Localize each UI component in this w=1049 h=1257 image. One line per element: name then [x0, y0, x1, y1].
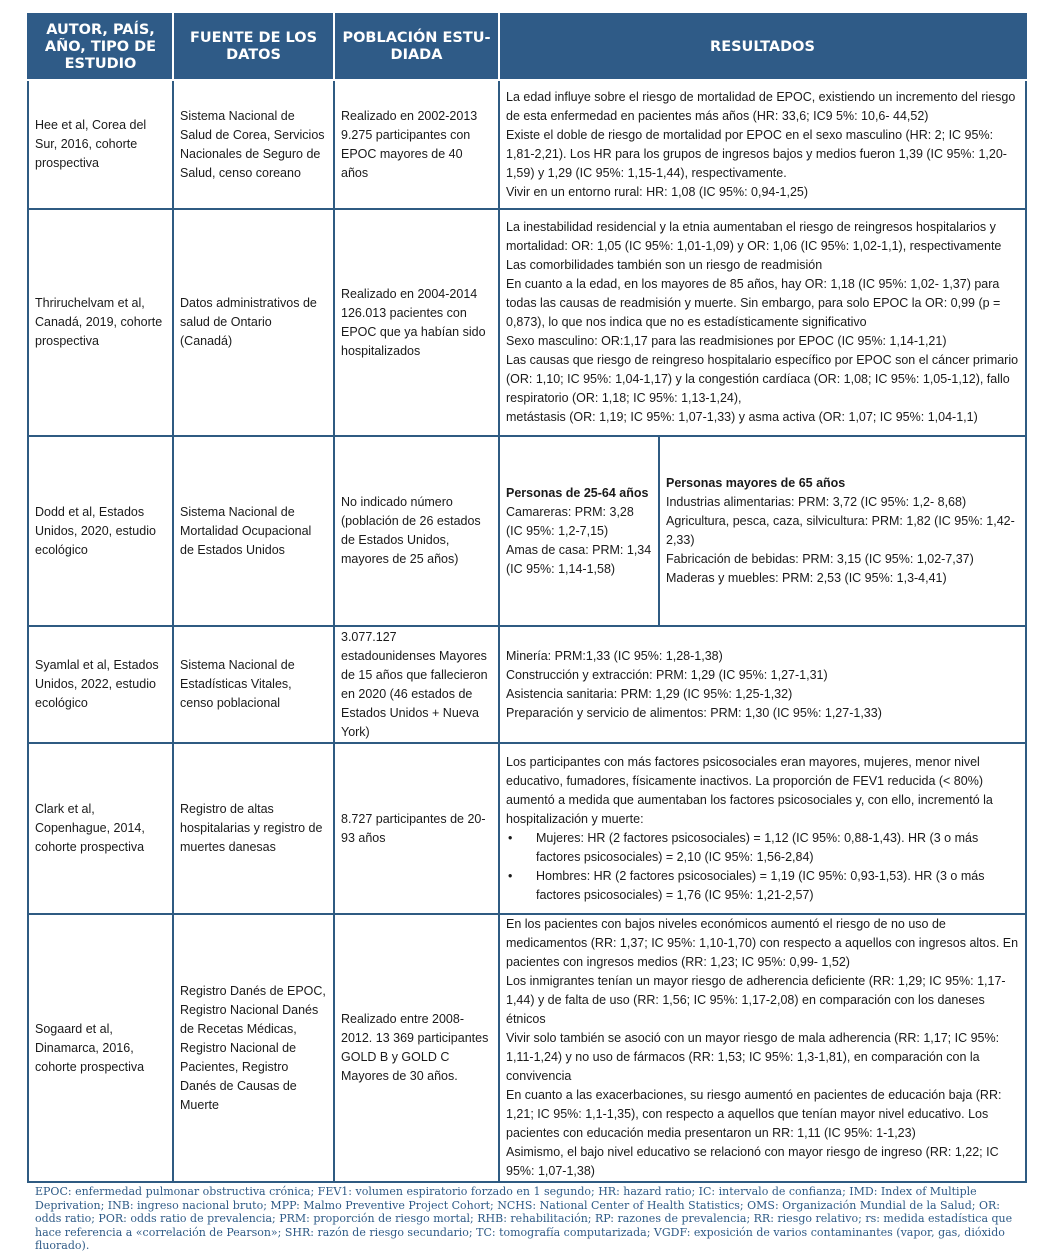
cell-resultados [499, 209, 1026, 436]
cell-fuente: Registro de altas hospitalarias y registro de muertes danesas [173, 743, 334, 914]
result-paragraph: Vivir solo también se asoció con un mayor riesgo de mala adherencia (RR: 1,17; IC 95%: 1,11-1,24) y no uso de fármacos (RR: 1,53; IC 95%: 1,3-1,81), en comparación con la convivencia [506, 1031, 1000, 1083]
cell-fuente: Registro Danés de EPOC, Registro Nacional Danés de Recetas Médicas, Registro Nacional de Pacientes, Registro Danés de Causas de Muerte [173, 914, 334, 1182]
table-footnote: EPOC: enfermedad pulmonar obstructiva crónica; FEV1: volumen espiratorio forzado en 1 segundo; HR: hazard ratio; IC: intervalo de confianza; IMD: Index of Multiple Deprivation; INB: ingreso nacional bruto; MPP: Malmo Preventive Project Cohort; NCHS: National Center of Health Statistics; OMS: Organización Mundial de la Salud; OR: odds ratio; POR: odds ratio de prevalencia; PRM: proporción de riesgo mortal; RHB: rehabilitación; RP: razones de prevalencia; RR: riesgo relativo; rs: medida estadística que hace referencia a «correlación de Pearson»; SHR: razón de riesgo secundario; TC: tomografía computarizada; VGDF: exposición de varios contaminantes (vapor, gas, dióxido fluorado). [35, 1185, 1013, 1252]
cell-autor: Syamlal et al, Estados Unidos, 2022, estudio ecológico [28, 626, 173, 743]
results-table [27, 13, 1027, 1183]
cell-autor: Dodd et al, Estados Unidos, 2020, estudio ecológico [28, 436, 173, 626]
result-paragraph: Asimismo, el bajo nivel educativo se relacionó con mayor riesgo de ingreso (RR: 1,22; IC 95%: 1,07-1,38) [506, 1145, 999, 1178]
subgroup-65-plus [660, 437, 1025, 625]
table-row [28, 209, 1026, 436]
table-row [28, 743, 1026, 914]
cell-resultados [499, 743, 1026, 914]
result-paragraph: En cuanto a las exacerbaciones, su riesgo aumentó en pacientes de educación baja (RR: 1,21; IC 95%: 1,1-1,35), con respecto a aquellos que tenían mayor nivel educativo. Los pacientes con educación media presentaron un RR: 1,11 (IC 95%: 1-1,23) [506, 1088, 1002, 1140]
header-row [28, 14, 1026, 80]
cell-resultados [499, 80, 1026, 209]
result-paragraph: Las causas que riesgo de reingreso hospitalario específico por EPOC son el cáncer primario (OR: 1,10; IC 95%: 1,04-1,17) y la congestión cardíaca (OR: 1,08; IC 95%: 1,05-1,12), fallo respiratorio (OR: 1,18; IC 95%: 1,13-1,24), [506, 353, 1019, 405]
result-paragraph: Vivir en un entorno rural: HR: 1,08 (IC 95%: 0,94-1,25) [506, 184, 809, 199]
cell-autor: Thriruchelvam et al, Canadá, 2019, cohorte prospectiva [28, 209, 173, 436]
table-row [28, 80, 1026, 209]
bullet-text: Mujeres: HR (2 factores psicosociales) = 1,12 (IC 95%: 0,88-1,43). HR (3 o más factores psicosociales) = 2,10 (IC 95%: 1,56-2,84) [536, 830, 979, 864]
cell-fuente: Datos administrativos de salud de Ontario (Canadá) [173, 209, 334, 436]
result-line: Minería: PRM:1,33 (IC 95%: 1,28-1,38) [506, 648, 723, 663]
bullet-item [506, 867, 1019, 905]
result-paragraph: metástasis (OR: 1,19; IC 95%: 1,07-1,33) y asma activa (OR: 1,07; IC 95%: 1,04-1,1) [506, 410, 978, 424]
cell-poblacion: 3.077.127 estadounidenses Mayores de 15 años que fallecieron en 2020 (46 estados de Estados Unidos + Nueva York) [334, 626, 499, 743]
subgroup-title: Personas mayores de 65 años [666, 476, 846, 490]
result-line: Camareras: PRM: 3,28 (IC 95%: 1,2-7,15) [506, 504, 634, 538]
result-line: Asistencia sanitaria: PRM: 1,29 (IC 95%: 1,25-1,32) [506, 686, 793, 701]
result-line: Industrias alimentarias: PRM: 3,72 (IC 95%: 1,2- 8,68) [666, 495, 967, 509]
result-line: Maderas y muebles: PRM: 2,53 (IC 95%: 1,3-4,41) [666, 571, 947, 585]
table-row [28, 436, 1026, 626]
cell-resultados [499, 436, 1026, 626]
cell-poblacion: Realizado en 2002-2013 9.275 participantes con EPOC mayores de 40 años [334, 80, 499, 209]
result-line: Preparación y servicio de alimentos: PRM: 1,30 (IC 95%: 1,27-1,33) [506, 705, 882, 720]
result-line: Amas de casa: PRM: 1,34 (IC 95%: 1,14-1,58) [506, 542, 652, 576]
result-paragraph: Las comorbilidades también son un riesgo de readmisión [506, 258, 823, 272]
header-resultados: RESULTADOS [499, 14, 1026, 80]
result-line: Construcción y extracción: PRM: 1,29 (IC 95%: 1,27-1,31) [506, 667, 828, 682]
cell-resultados [499, 914, 1026, 1182]
cell-fuente: Sistema Nacional de Estadísticas Vitales, censo poblacional [173, 626, 334, 743]
table-row [28, 626, 1026, 743]
result-line: Fabricación de bebidas: PRM: 3,15 (IC 95%: 1,02-7,37) [666, 552, 974, 566]
result-paragraph: En los pacientes con bajos niveles económicos aumentó el riesgo de no uso de medicamentos (RR: 1,37; IC 95%: 1,10-1,70) con respecto a aquellos con ingresos altos. En pacientes con ingresos medios (RR: 1,23; IC 95%: 0,99- 1,52) [506, 917, 1019, 969]
cell-autor: Hee et al, Corea del Sur, 2016, cohorte prospectiva [28, 80, 173, 209]
result-paragraph: Los participantes con más factores psicosociales eran mayores, mujeres, menor nivel educativo, fumadores, físicamente inactivos. La proporción de FEV1 reducida (< 80%) aumentó a medida que aumentaban los factores psicosociales y, con ello, incrementó la hospitalización y muerte: [506, 754, 993, 826]
result-paragraph: En cuanto a la edad, en los mayores de 85 años, hay OR: 1,18 (IC 95%: 1,02- 1,37) para todas las causas de readmisión y muerte. Sin embargo, para solo EPOC la OR: 0,99 (p = 0,873), lo que nos indica que no es estadísticamente significativo [506, 277, 1001, 329]
result-paragraph: Los inmigrantes tenían un mayor riesgo de adherencia deficiente (RR: 1,29; IC 95%: 1,17-1,44) y de falta de uso (RR: 1,56; IC 95%: 1,17-2,08) en comparación con los daneses étnicos [506, 974, 1006, 1026]
cell-autor: Sogaard et al, Dinamarca, 2016, cohorte prospectiva [28, 914, 173, 1182]
result-paragraph: Existe el doble de riesgo de mortalidad por EPOC en el sexo masculino (HR: 2; IC 95%: 1,81-2,21). Los HR para los grupos de ingresos bajos y medios fueron 1,39 (IC 95%: 1,20-1,59) y 1,29 (IC 95%: 1,15-1,44), respectivamente. [506, 127, 1007, 180]
cell-poblacion: Realizado en 2004-2014 126.013 pacientes con EPOC que ya habían sido hospitalizados [334, 209, 499, 436]
table-row [28, 914, 1026, 1182]
subgroup-25-64 [500, 437, 660, 625]
cell-fuente: Sistema Nacional de Salud de Corea, Servicios Nacionales de Seguro de Salud, censo coreano [173, 80, 334, 209]
bullet-icon: • [508, 868, 513, 883]
result-paragraph: Sexo masculino: OR:1,17 para las readmisiones por EPOC (IC 95%: 1,14-1,21) [506, 334, 947, 348]
header-poblacion: POBLACIÓN ESTU- DIADA [334, 14, 499, 80]
header-fuente: FUENTE DE LOS DATOS [173, 14, 334, 80]
cell-poblacion: No indicado número (población de 26 estados de Estados Unidos, mayores de 25 años) [334, 436, 499, 626]
subgroup-title: Personas de 25-64 años [506, 485, 649, 500]
cell-fuente: Sistema Nacional de Mortalidad Ocupacional de Estados Unidos [173, 436, 334, 626]
result-paragraph: La edad influye sobre el riesgo de mortalidad de EPOC, existiendo un incremento del riesgo de esta enfermedad en pacientes más años (HR: 33,6; IC9 5%: 10,6- 44,52) [506, 89, 1016, 123]
bullet-icon: • [508, 830, 513, 845]
header-autor: AUTOR, PAÍS, AÑO, TIPO DE ESTUDIO [28, 14, 173, 80]
bullet-item [506, 829, 1019, 867]
cell-poblacion: Realizado entre 2008-2012. 13 369 participantes GOLD B y GOLD C Mayores de 30 años. [334, 914, 499, 1182]
result-paragraph: La inestabilidad residencial y la etnia aumentaban el riesgo de reingresos hospitalarios y mortalidad: OR: 1,05 (IC 95%: 1,01-1,09) y OR: 1,06 (IC 95%: 1,02-1,1), respectivamente [506, 220, 1002, 253]
cell-autor: Clark et al, Copenhague, 2014, cohorte prospectiva [28, 743, 173, 914]
bullet-text: Hombres: HR (2 factores psicosociales) = 1,19 (IC 95%: 0,93-1,53). HR (3 o más factores psicosociales) = 1,76 (IC 95%: 1,21-2,57) [536, 868, 985, 902]
cell-resultados [499, 626, 1026, 743]
cell-poblacion: 8.727 participantes de 20-93 años [334, 743, 499, 914]
result-line: Agricultura, pesca, caza, silvicultura: PRM: 1,82 (IC 95%: 1,42-2,33) [666, 514, 1015, 547]
